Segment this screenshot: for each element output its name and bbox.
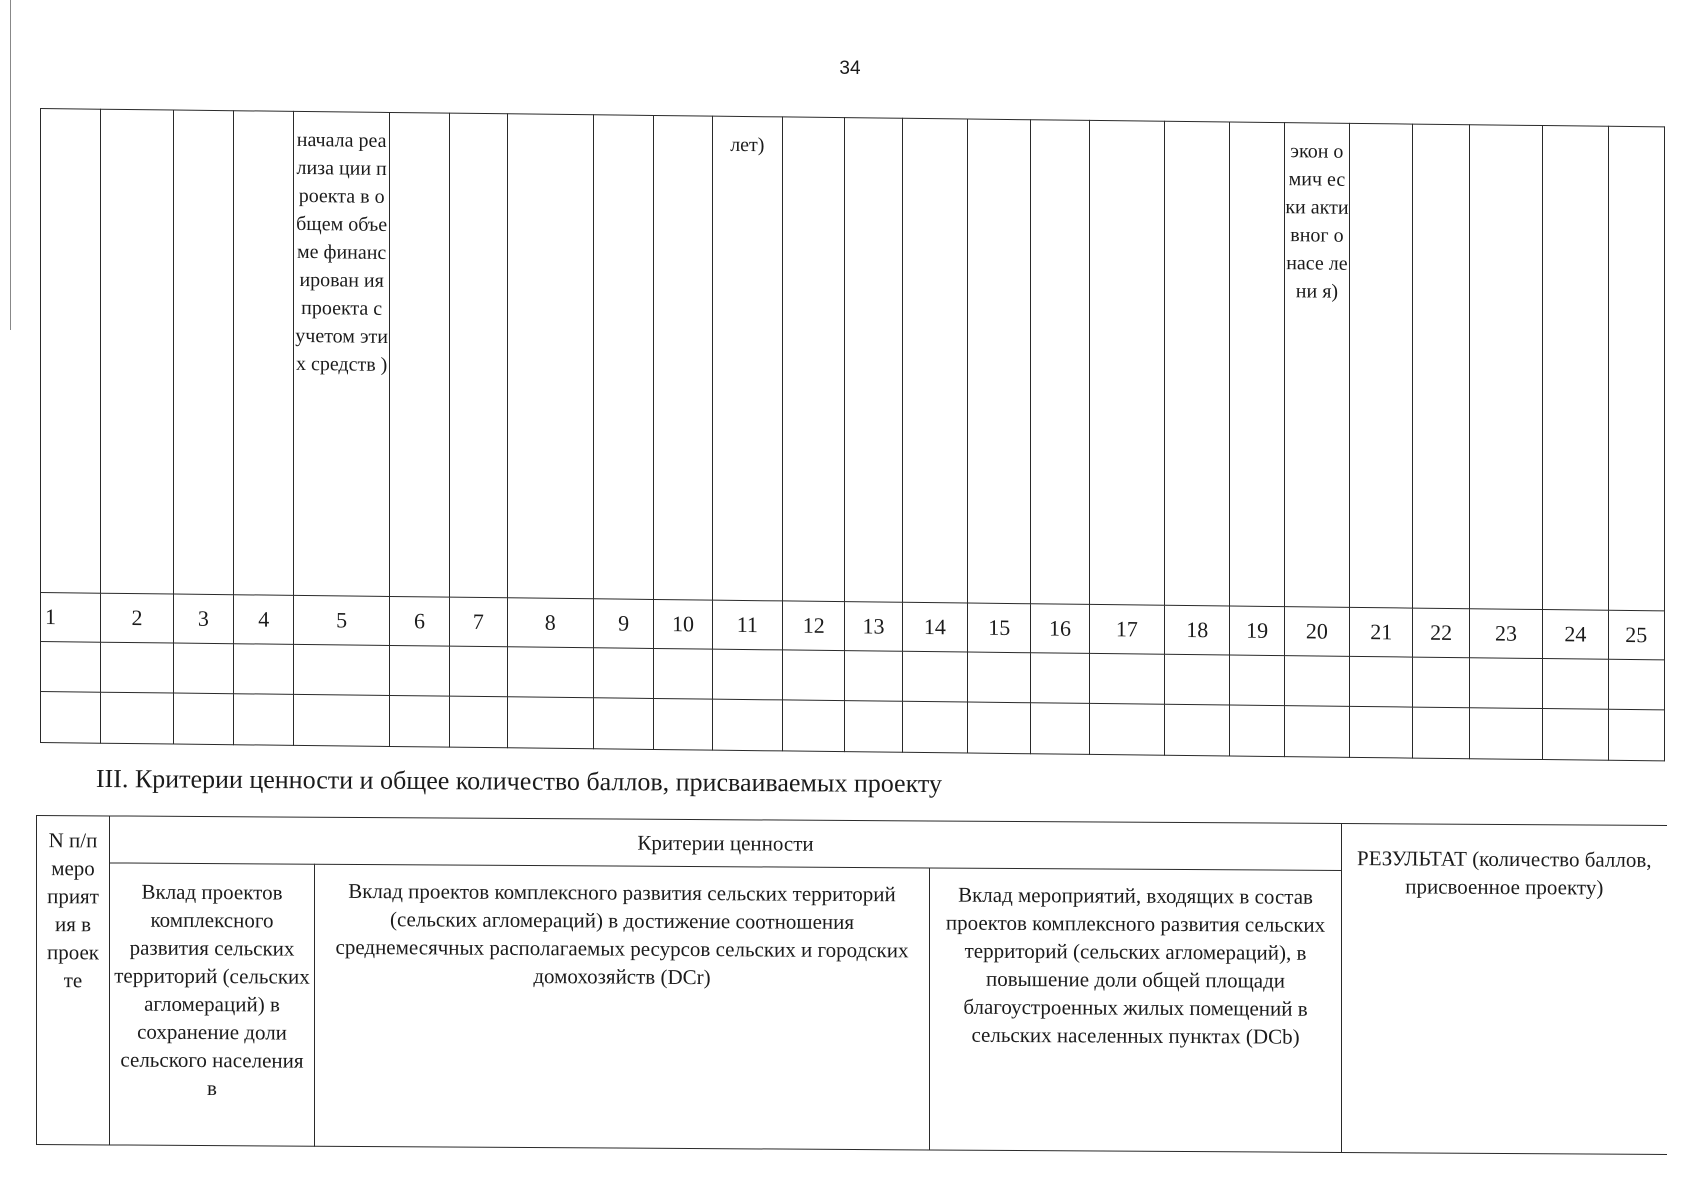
empty-cell [968,703,1031,754]
empty-cell [654,648,712,699]
column-number-25: 25 [1608,610,1664,660]
column-number-1: 1 [41,592,101,642]
criterion-housing-area: Вклад мероприятий, входящих в состав проектов комплексного развития сельских территорий (сельских агломераций), в повышение доли общей площади благоустроенных жилых помещений в сельских населенных пунктах (DCb) [930,868,1342,1153]
empty-cell [294,644,390,696]
empty-cell [234,694,294,745]
empty-cell [1165,705,1230,756]
header-cell-4 [234,111,294,595]
column-number-9: 9 [594,598,654,648]
empty-cell [1608,710,1664,761]
column-number-15: 15 [968,603,1031,653]
column-number-4: 4 [234,594,294,644]
empty-cell [712,649,782,700]
header-cell-text: экон омич ески акти вног о насе лени я) [1285,140,1349,303]
empty-cell [783,700,845,751]
column-number-14: 14 [902,602,967,652]
header-cell-5 [294,111,390,596]
header-cell-text [174,111,233,126]
column-number-10: 10 [654,599,712,649]
header-row [41,109,1665,611]
header-cell-text [390,113,449,128]
empty-cell [1089,653,1164,704]
header-cell-21 [1350,123,1413,607]
empty-cell [845,651,902,702]
header-cell-text [41,109,100,124]
empty-cell [1230,655,1284,706]
empty-cell [389,645,449,696]
header-cell-text [450,114,506,129]
header-cell-15 [968,119,1031,603]
empty-cell [845,701,902,752]
empty-cell [654,699,712,750]
empty-cell [1350,656,1413,707]
number-header: N п/п меро прият ия в проек те [37,816,110,1145]
header-cell-25 [1608,126,1664,610]
column-number-20: 20 [1284,606,1349,656]
header-cell-18 [1165,121,1230,605]
empty-cell [902,651,967,702]
header-cell-text [654,116,711,131]
header-cell-23 [1469,125,1542,609]
empty-cell [450,646,507,697]
continuation-table [40,108,1665,761]
empty-cell [41,692,101,743]
header-cell-19 [1230,122,1284,606]
column-number-6: 6 [389,596,449,646]
column-number-18: 18 [1165,605,1230,655]
header-cell-11 [712,116,782,600]
header-cell-text [1230,123,1283,138]
header-cell-13 [845,118,902,602]
result-header: РЕЗУЛЬТАТ (количество баллов, присвоенное проекту) [1342,823,1667,1154]
empty-cell [507,697,593,748]
header-cell-7 [450,113,507,597]
column-number-19: 19 [1230,606,1284,656]
empty-cell [234,644,294,695]
empty-cell [101,693,173,744]
header-cell-text: лет) [730,133,765,157]
column-number-22: 22 [1413,608,1469,658]
empty-cell [1031,703,1089,754]
empty-cell [1165,654,1230,705]
header-cell-text [783,117,844,132]
criteria-header: Критерии ценности [110,816,1342,871]
header-cell-20 [1284,123,1349,607]
header-cell-text [1609,127,1664,142]
empty-cell [968,652,1031,703]
empty-cell [1469,658,1542,709]
column-number-11: 11 [712,600,782,650]
empty-cell [1350,707,1413,758]
empty-cell [507,647,593,698]
column-number-16: 16 [1031,603,1089,653]
header-cell-text [1470,125,1542,140]
empty-cell [1413,657,1469,708]
empty-cell [594,698,654,749]
header-cell-text [968,120,1030,135]
empty-cell [173,693,233,744]
header-cell-text [1090,121,1164,136]
column-number-5: 5 [294,595,390,646]
header-cell-24 [1543,126,1608,610]
header-cell-10 [654,115,712,599]
header-cell-1 [41,109,101,593]
empty-cell [1608,659,1664,710]
empty-cell [594,648,654,699]
header-cell-3 [173,110,233,594]
empty-cell [1089,704,1164,755]
column-number-7: 7 [450,597,507,647]
header-cell-text [508,114,593,129]
empty-cell [450,697,507,748]
header-cell-text [845,118,901,133]
header-cell-text [1350,124,1412,139]
empty-cell [902,702,967,753]
header-cell-2 [101,109,173,593]
empty-cell [389,696,449,747]
header-cell-text [594,115,653,130]
header-cell-text [903,119,967,134]
empty-cell [173,643,233,694]
empty-cell [1469,708,1542,759]
header-cell-text [1413,125,1468,140]
page-number: 34 [839,58,861,79]
empty-cell [294,695,390,747]
header-cell-8 [507,114,593,599]
empty-cell [1413,708,1469,759]
empty-cell [783,650,845,701]
header-cell-22 [1413,124,1469,608]
header-cell-text: начала реализа ции проекта в общем объеме финанс ирован ия проекта с учетом этих средств ) [295,128,388,376]
empty-cell [1284,656,1349,707]
header-cell-12 [783,117,845,601]
criterion-rural-population: Вклад проектов комплексного развития сельских территорий (сельских агломераций) в сохранение доли сельского населения в [110,863,315,1146]
empty-cell [101,642,173,693]
column-number-13: 13 [845,601,902,651]
header-cell-14 [902,118,967,602]
header-cell-text [1031,120,1088,135]
scan-margin-line [10,0,11,330]
empty-cell [1543,659,1608,710]
empty-cell [1284,706,1349,757]
header-cell-text [1543,126,1607,141]
column-number-24: 24 [1543,609,1608,659]
column-number-8: 8 [507,597,593,647]
header-cell-text [1165,122,1229,137]
column-number-3: 3 [173,594,233,644]
empty-cell [712,700,782,751]
column-number-23: 23 [1469,608,1542,658]
header-cell-16 [1031,120,1089,604]
column-number-2: 2 [101,593,173,643]
header-cell-17 [1089,120,1164,604]
header-cell-text [234,111,293,126]
header-cell-9 [594,115,654,599]
header-cell-6 [389,112,449,596]
criterion-household-resources: Вклад проектов комплексного развития сельских территорий (сельских агломераций) в достижение соотношения среднемесячных располагаемых ресурсов сельских и городских домохозяйств (DCr) [315,864,930,1150]
empty-cell [1031,653,1089,704]
criteria-table [36,815,1666,1155]
column-number-21: 21 [1350,607,1413,657]
column-number-12: 12 [783,600,845,650]
header-cell-text [101,110,172,125]
section-title: III. Критерии ценности и общее количество баллов, присваиваемых проекту [95,764,943,799]
empty-cell [1543,709,1608,760]
column-number-17: 17 [1089,604,1164,654]
empty-cell [41,642,101,693]
empty-cell [1230,705,1284,756]
